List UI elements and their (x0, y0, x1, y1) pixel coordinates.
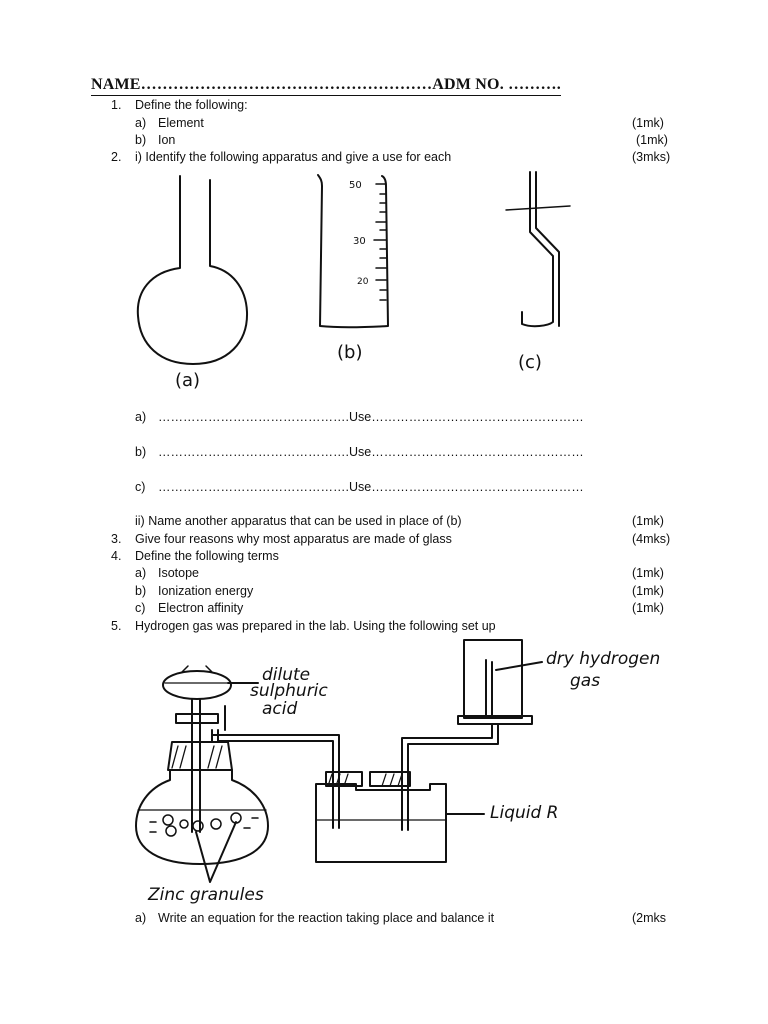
part-label: c) (135, 601, 146, 615)
question-number: 4. (111, 549, 122, 563)
flat-bottom-flask-drawing (136, 770, 268, 864)
part-label: c) (135, 480, 146, 494)
marks: (2mks (632, 911, 667, 925)
marks: (1mk) (632, 601, 664, 615)
answer-blank: ……………………………………….Use…………………………………………… (158, 445, 584, 459)
part-label: a) (135, 566, 147, 580)
part-label: b) (135, 445, 147, 459)
gas-jar-drawing (464, 640, 522, 718)
apparatus-label-b: (b) (337, 342, 363, 363)
marks: (1mk) (632, 566, 664, 580)
deflagrating-spoon-drawing (522, 172, 559, 326)
delivery-tube-drawing (212, 730, 339, 828)
marks: (4mks) (632, 532, 671, 546)
cylinder-graduations (374, 184, 386, 300)
part-text: Ionization energy (158, 584, 254, 598)
part-label: a) (135, 116, 147, 130)
part-text: Element (158, 116, 204, 130)
scale-label-50: 50 (349, 180, 362, 191)
part-label: a) (135, 410, 147, 424)
marks: (1mk) (632, 514, 664, 528)
scale-label-20: 20 (357, 277, 369, 287)
question-text: Hydrogen gas was prepared in the lab. Using the following set up (135, 619, 496, 633)
label-liquid-r: Liquid R (490, 803, 559, 823)
marks: (1mk) (632, 116, 664, 130)
label-zinc-granules: Zinc granules (148, 885, 264, 905)
dropping-funnel-drawing (163, 671, 231, 699)
question-text: Define the following: (135, 98, 248, 112)
answer-blank: ……………………………………….Use…………………………………………… (158, 410, 584, 424)
question-number: 2. (111, 150, 122, 164)
question-text: ii) Name another apparatus that can be used in place of (b) (135, 514, 462, 528)
name-adm-header: NAME………………………………………………ADM NO. ………. (91, 76, 561, 96)
question-number: 3. (111, 532, 122, 546)
label-dry-hydrogen: dry hydrogen (546, 649, 661, 669)
part-text: Electron affinity (158, 601, 244, 615)
part-text: Ion (158, 133, 176, 147)
wash-bottle-drawing (316, 784, 446, 862)
question-text: i) Identify the following apparatus and give a use for each (135, 150, 452, 164)
zinc-granules-drawing (150, 813, 258, 836)
funnel-tap-drawing (176, 714, 218, 723)
question-number: 5. (111, 619, 122, 633)
question-text: Give four reasons why most apparatus are made of glass (135, 532, 452, 546)
marks: (3mks) (632, 150, 671, 164)
part-label: b) (135, 133, 147, 147)
question-text: Define the following terms (135, 549, 279, 563)
flask-stopper-drawing (168, 742, 232, 770)
question-number: 1. (111, 98, 122, 112)
part-text: Isotope (158, 566, 200, 580)
round-bottom-flask-drawing (138, 176, 247, 364)
part-label: b) (135, 584, 147, 598)
apparatus-label-a: (a) (175, 370, 201, 391)
part-text: Write an equation for the reaction taking place and balance it (158, 911, 495, 925)
label-acid: acid (262, 699, 298, 719)
scale-label-30: 30 (353, 236, 366, 247)
marks: (1mk) (632, 584, 664, 598)
part-label: a) (135, 911, 147, 925)
apparatus-label-c: (c) (518, 352, 542, 373)
measuring-cylinder-drawing (318, 175, 388, 327)
answer-blank: ……………………………………….Use…………………………………………… (158, 480, 584, 494)
label-sulphuric: sulphuric (250, 681, 328, 701)
marks: (1mk) (636, 133, 668, 147)
label-dilute: dilute (262, 665, 311, 685)
label-gas: gas (570, 671, 601, 691)
